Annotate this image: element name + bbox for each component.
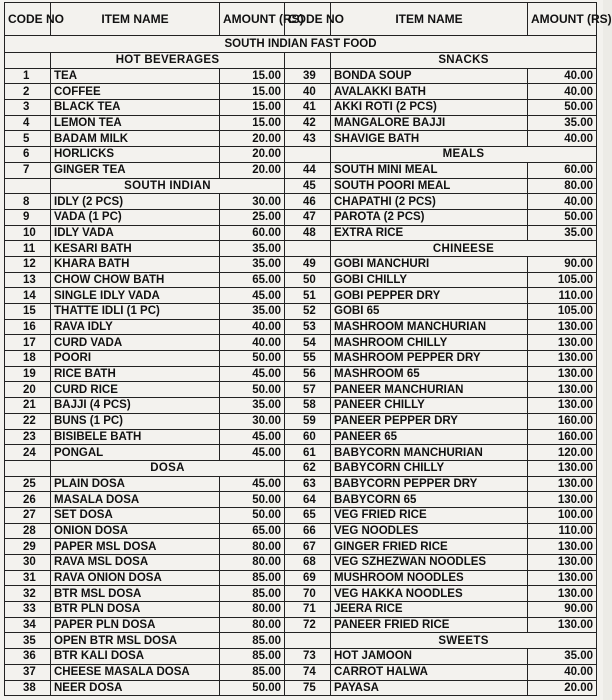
item-amount-left: 50.00 [220,382,285,398]
menu-row [5,131,597,147]
item-amount-left: 20.00 [220,162,285,178]
item-amount-right: 35.00 [528,115,597,131]
item-code-left: 28 [5,523,51,539]
item-code-left: 23 [5,429,51,445]
item-code-left: 32 [5,586,51,602]
item-name-left: BTR PLN DOSA [51,602,220,618]
item-name-left: LEMON TEA [51,115,220,131]
item-amount-left: 85.00 [220,649,285,665]
item-code-right: 42 [285,115,331,131]
blank-code-cell-right [285,241,331,257]
item-amount-right: 130.00 [528,382,597,398]
item-name-right: SOUTH POORI MEAL [331,178,528,194]
item-code-right: 58 [285,398,331,414]
item-amount-right: 110.00 [528,288,597,304]
menu-row [5,555,597,571]
item-name-right: SHAVIGE BATH [331,131,528,147]
item-amount-left: 20.00 [220,147,285,163]
menu-row [5,382,597,398]
item-name-right: MASHROOM MANCHURIAN [331,319,528,335]
menu-row [5,115,597,131]
item-amount-left: 85.00 [220,570,285,586]
item-name-left: CHEESE MASALA DOSA [51,664,220,680]
menu-row [5,194,597,210]
item-code-right: 66 [285,523,331,539]
item-name-left: CURD RICE [51,382,220,398]
item-amount-left: 20.00 [220,131,285,147]
item-code-right: 52 [285,304,331,320]
item-name-left: RAVA IDLY [51,319,220,335]
menu-row [5,633,597,649]
menu-row [5,476,597,492]
item-code-left: 7 [5,162,51,178]
item-code-left: 17 [5,335,51,351]
section-heading-right: SNACKS [331,53,597,69]
menu-row [5,84,597,100]
item-amount-left: 50.00 [220,492,285,508]
item-amount-right: 130.00 [528,351,597,367]
menu-row [5,304,597,320]
menu-row [5,523,597,539]
item-amount-left: 35.00 [220,241,285,257]
blank-code-cell-left [5,460,51,476]
item-name-right: EXTRA RICE [331,225,528,241]
item-name-right: GOBI 65 [331,304,528,320]
item-amount-right: 50.00 [528,209,597,225]
item-name-left: IDLY VADA [51,225,220,241]
item-amount-right: 90.00 [528,602,597,618]
item-name-right: VEG NOODLES [331,523,528,539]
menu-row [5,413,597,429]
menu-row [5,507,597,523]
item-name-right: AVALAKKI BATH [331,84,528,100]
item-amount-left: 15.00 [220,84,285,100]
item-name-left: ONION DOSA [51,523,220,539]
item-name-right: BABYCORN 65 [331,492,528,508]
menu-row [5,617,597,633]
item-amount-right: 35.00 [528,649,597,665]
item-amount-left: 15.00 [220,115,285,131]
item-name-right: CHAPATHI (2 PCS) [331,194,528,210]
item-code-left: 4 [5,115,51,131]
item-name-left: BLACK TEA [51,100,220,116]
item-name-right: MASHROOM CHILLY [331,335,528,351]
menu-row [5,351,597,367]
item-code-left: 37 [5,664,51,680]
item-amount-left: 40.00 [220,319,285,335]
blank-code-cell-left [5,178,51,194]
item-name-right: PANEER CHILLY [331,398,528,414]
item-name-left: SINGLE IDLY VADA [51,288,220,304]
item-name-right: MASHROOM PEPPER DRY [331,351,528,367]
item-name-left: THATTE IDLI (1 PC) [51,304,220,320]
amount-header-right: AMOUNT (RS) [528,3,597,36]
item-name-right: AKKI ROTI (2 PCS) [331,100,528,116]
item-amount-left: 80.00 [220,539,285,555]
item-amount-right: 40.00 [528,68,597,84]
item-code-right: 56 [285,366,331,382]
item-name-left: TEA [51,68,220,84]
item-code-left: 5 [5,131,51,147]
menu-row [5,162,597,178]
item-amount-right: 120.00 [528,445,597,461]
item-header-right: ITEM NAME [331,3,528,36]
item-code-left: 38 [5,680,51,696]
menu-row [5,429,597,445]
item-amount-left: 45.00 [220,476,285,492]
item-code-right: 39 [285,68,331,84]
blank-code-cell-left [5,53,51,69]
item-amount-right: 160.00 [528,413,597,429]
item-amount-right: 90.00 [528,256,597,272]
item-amount-right: 100.00 [528,507,597,523]
item-amount-left: 65.00 [220,523,285,539]
item-name-right: PAYASA [331,680,528,696]
item-amount-right: 160.00 [528,429,597,445]
item-name-right: PAROTA (2 PCS) [331,209,528,225]
category-title-row [5,36,597,53]
section-heading-left: DOSA [51,460,285,476]
item-code-right: 53 [285,319,331,335]
item-code-left: 31 [5,570,51,586]
item-code-left: 16 [5,319,51,335]
code-header-left: CODE NO [5,3,51,36]
item-name-left: RAVA MSL DOSA [51,555,220,571]
menu-row [5,586,597,602]
menu-body [5,36,597,696]
item-amount-right: 50.00 [528,100,597,116]
item-name-right: PANEER FRIED RICE [331,617,528,633]
item-name-right: CARROT HALWA [331,664,528,680]
item-amount-left: 35.00 [220,304,285,320]
item-name-left: BADAM MILK [51,131,220,147]
item-code-right: 49 [285,256,331,272]
item-amount-right: 130.00 [528,366,597,382]
menu-row [5,209,597,225]
section-heading-right: MEALS [331,147,597,163]
item-name-left: CURD VADA [51,335,220,351]
item-name-left: BTR KALI DOSA [51,649,220,665]
menu-row [5,241,597,257]
item-amount-right: 130.00 [528,335,597,351]
item-amount-left: 80.00 [220,617,285,633]
item-amount-left: 85.00 [220,633,285,649]
item-code-left: 25 [5,476,51,492]
item-name-right: HOT JAMOON [331,649,528,665]
blank-code-cell-right [285,53,331,69]
item-name-left: OPEN BTR MSL DOSA [51,633,220,649]
item-code-right: 47 [285,209,331,225]
item-amount-right: 105.00 [528,304,597,320]
item-amount-right: 130.00 [528,398,597,414]
item-name-left: KESARI BATH [51,241,220,257]
item-code-left: 34 [5,617,51,633]
menu-row [5,445,597,461]
menu-row [5,570,597,586]
item-name-right: BABYCORN MANCHURIAN [331,445,528,461]
item-code-left: 20 [5,382,51,398]
item-amount-left: 40.00 [220,335,285,351]
category-title: SOUTH INDIAN FAST FOOD [5,36,597,53]
item-amount-right: 40.00 [528,131,597,147]
item-name-left: BUNS (1 PC) [51,413,220,429]
item-amount-right: 130.00 [528,460,597,476]
menu-row [5,178,597,194]
item-code-left: 8 [5,194,51,210]
item-name-right: GOBI CHILLY [331,272,528,288]
header-row [5,3,597,36]
item-code-right: 62 [285,460,331,476]
item-code-right: 54 [285,335,331,351]
item-name-right: VEG SZHEZWAN NOODLES [331,555,528,571]
item-name-left: IDLY (2 PCS) [51,194,220,210]
item-amount-right: 130.00 [528,319,597,335]
menu-row [5,680,597,696]
section-heading-left: HOT BEVERAGES [51,53,285,69]
item-name-left: PAPER PLN DOSA [51,617,220,633]
item-code-right: 46 [285,194,331,210]
item-code-right: 70 [285,586,331,602]
item-amount-left: 30.00 [220,413,285,429]
item-name-right: GOBI PEPPER DRY [331,288,528,304]
menu-row [5,256,597,272]
item-name-left: RICE BATH [51,366,220,382]
item-name-right: BABYCORN CHILLY [331,460,528,476]
item-code-left: 18 [5,351,51,367]
item-name-right: JEERA RICE [331,602,528,618]
item-code-right: 45 [285,178,331,194]
item-amount-right: 130.00 [528,476,597,492]
item-code-left: 22 [5,413,51,429]
code-header-right: CODE NO [285,3,331,36]
item-code-right: 63 [285,476,331,492]
item-code-left: 9 [5,209,51,225]
menu-row [5,539,597,555]
item-name-left: SET DOSA [51,507,220,523]
item-amount-left: 65.00 [220,272,285,288]
item-code-right: 74 [285,664,331,680]
item-code-right: 73 [285,649,331,665]
item-name-right: PANEER PEPPER DRY [331,413,528,429]
item-name-left: PAPER MSL DOSA [51,539,220,555]
item-code-right: 51 [285,288,331,304]
menu-row [5,335,597,351]
item-amount-left: 45.00 [220,366,285,382]
menu-row [5,319,597,335]
item-amount-left: 35.00 [220,256,285,272]
menu-row [5,272,597,288]
item-code-left: 26 [5,492,51,508]
item-code-right: 55 [285,351,331,367]
item-amount-right: 35.00 [528,225,597,241]
item-amount-left: 15.00 [220,100,285,116]
item-code-left: 29 [5,539,51,555]
menu-row [5,53,597,69]
menu-row [5,288,597,304]
item-name-right: MUSHROOM NOODLES [331,570,528,586]
item-code-right: 67 [285,539,331,555]
menu-row [5,68,597,84]
item-name-left: PLAIN DOSA [51,476,220,492]
menu-row [5,366,597,382]
item-name-left: BTR MSL DOSA [51,586,220,602]
item-name-left: BISIBELE BATH [51,429,220,445]
item-name-right: VEG HAKKA NOODLES [331,586,528,602]
item-amount-right: 40.00 [528,84,597,100]
item-header-left: ITEM NAME [51,3,220,36]
menu-row [5,602,597,618]
item-amount-left: 50.00 [220,680,285,696]
item-amount-left: 45.00 [220,429,285,445]
item-code-right: 72 [285,617,331,633]
item-code-right: 50 [285,272,331,288]
item-code-right: 69 [285,570,331,586]
item-code-left: 24 [5,445,51,461]
menu-row [5,225,597,241]
item-code-left: 21 [5,398,51,414]
item-code-right: 71 [285,602,331,618]
item-code-right: 59 [285,413,331,429]
menu-row [5,460,597,476]
item-name-right: GOBI MANCHURI [331,256,528,272]
item-code-left: 3 [5,100,51,116]
menu-row [5,398,597,414]
item-amount-left: 50.00 [220,351,285,367]
item-name-left: HORLICKS [51,147,220,163]
item-code-left: 10 [5,225,51,241]
item-name-right: BONDA SOUP [331,68,528,84]
item-code-right: 43 [285,131,331,147]
item-amount-right: 130.00 [528,539,597,555]
item-amount-left: 30.00 [220,194,285,210]
item-amount-left: 25.00 [220,209,285,225]
menu-row [5,649,597,665]
item-code-right: 68 [285,555,331,571]
section-heading-left: SOUTH INDIAN [51,178,285,194]
item-amount-left: 60.00 [220,225,285,241]
item-code-right: 60 [285,429,331,445]
item-code-left: 14 [5,288,51,304]
item-name-left: COFFEE [51,84,220,100]
item-code-right: 65 [285,507,331,523]
item-amount-left: 45.00 [220,288,285,304]
item-code-left: 30 [5,555,51,571]
item-code-right: 48 [285,225,331,241]
item-amount-right: 60.00 [528,162,597,178]
item-name-right: GINGER FRIED RICE [331,539,528,555]
item-code-left: 35 [5,633,51,649]
item-amount-left: 85.00 [220,586,285,602]
item-amount-left: 45.00 [220,445,285,461]
item-code-left: 19 [5,366,51,382]
item-code-left: 13 [5,272,51,288]
menu-row [5,147,597,163]
item-code-right: 41 [285,100,331,116]
item-amount-right: 130.00 [528,586,597,602]
menu-row [5,492,597,508]
item-code-left: 2 [5,84,51,100]
item-name-left: CHOW CHOW BATH [51,272,220,288]
item-name-left: GINGER TEA [51,162,220,178]
item-amount-right: 130.00 [528,570,597,586]
item-code-right: 40 [285,84,331,100]
item-code-left: 27 [5,507,51,523]
item-code-right: 44 [285,162,331,178]
item-amount-left: 35.00 [220,398,285,414]
item-name-left: PONGAL [51,445,220,461]
item-name-right: VEG FRIED RICE [331,507,528,523]
blank-code-cell-right [285,147,331,163]
item-amount-left: 85.00 [220,664,285,680]
item-amount-right: 40.00 [528,664,597,680]
item-amount-left: 50.00 [220,507,285,523]
item-code-left: 15 [5,304,51,320]
item-name-left: VADA (1 PC) [51,209,220,225]
item-amount-right: 105.00 [528,272,597,288]
item-amount-right: 80.00 [528,178,597,194]
item-amount-left: 80.00 [220,602,285,618]
item-code-right: 64 [285,492,331,508]
menu-table [4,2,612,696]
item-code-left: 33 [5,602,51,618]
item-name-right: MANGALORE BAJJI [331,115,528,131]
item-code-left: 1 [5,68,51,84]
item-name-left: RAVA ONION DOSA [51,570,220,586]
menu-row [5,664,597,680]
item-amount-right: 130.00 [528,617,597,633]
item-amount-right: 130.00 [528,492,597,508]
amount-header-left: AMOUNT (RS) [220,3,285,36]
item-code-left: 11 [5,241,51,257]
item-code-right: 75 [285,680,331,696]
section-heading-right: SWEETS [331,633,597,649]
menu-row [5,100,597,116]
blank-code-cell-right [285,633,331,649]
item-name-right: BABYCORN PEPPER DRY [331,476,528,492]
item-code-left: 12 [5,256,51,272]
item-name-right: PANEER MANCHURIAN [331,382,528,398]
item-amount-right: 110.00 [528,523,597,539]
item-name-right: MASHROOM 65 [331,366,528,382]
item-code-left: 6 [5,147,51,163]
item-amount-left: 15.00 [220,68,285,84]
item-amount-left: 80.00 [220,555,285,571]
item-name-left: MASALA DOSA [51,492,220,508]
item-amount-right: 130.00 [528,555,597,571]
item-code-right: 57 [285,382,331,398]
item-name-left: BAJJI (4 PCS) [51,398,220,414]
item-name-left: NEER DOSA [51,680,220,696]
item-amount-right: 20.00 [528,680,597,696]
item-amount-right: 40.00 [528,194,597,210]
item-code-right: 61 [285,445,331,461]
item-name-right: PANEER 65 [331,429,528,445]
item-name-left: KHARA BATH [51,256,220,272]
section-heading-right: CHINEESE [331,241,597,257]
item-name-left: POORI [51,351,220,367]
item-name-right: SOUTH MINI MEAL [331,162,528,178]
item-code-left: 36 [5,649,51,665]
